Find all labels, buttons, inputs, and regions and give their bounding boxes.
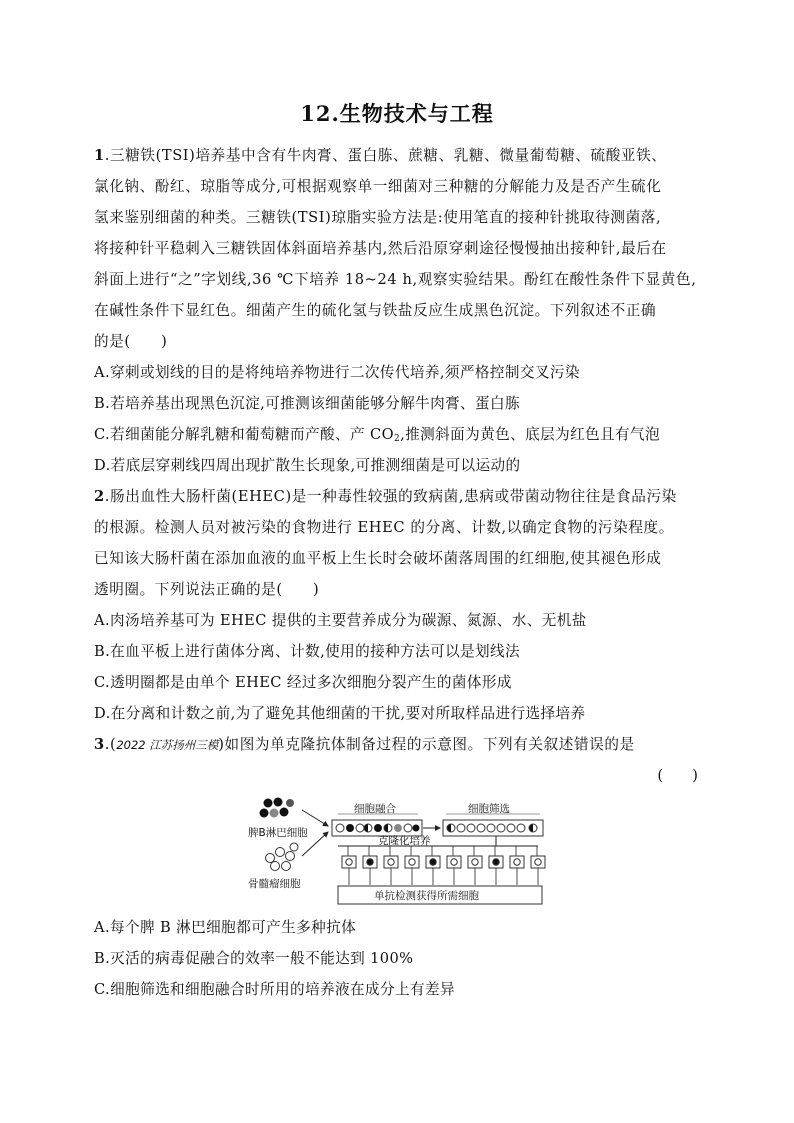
q3-text-1: )如图为单克隆抗体制备过程的示意图。下列有关叙述错误的是 bbox=[218, 736, 635, 753]
q2-option-d: D.在分离和计数之前,为了避免其他细菌的干扰,要对所取样品进行选择培养 bbox=[94, 705, 586, 722]
q1-text-3: 氢来鉴别细菌的种类。三糖铁(TSI)琼脂实验方法是:使用笔直的接种针挑取待测菌落, bbox=[94, 209, 662, 226]
q1-text-7: 的是( ) bbox=[94, 333, 168, 350]
q3-source: 2022 江苏扬州三模 bbox=[116, 738, 219, 752]
clone-cell bbox=[472, 859, 478, 865]
detection-label: 单抗检测获得所需细胞 bbox=[374, 890, 479, 902]
q3-prefix: .( bbox=[104, 736, 117, 753]
clonal-label: 克隆化培养 bbox=[378, 835, 431, 847]
q1-text-1: .三糖铁(TSI)培养基中含有牛肉膏、蛋白胨、蔗糖、乳糖、微量葡萄糖、硫酸亚铁、 bbox=[104, 147, 667, 164]
q1-text-2: 氯化钠、酚红、琼脂等成分,可根据观察单一细菌对三种糖的分解能力及是否产生硫化 bbox=[94, 178, 662, 195]
q1-text-6: 在碱性条件下显红色。细菌产生的硫化氢与铁盐反应生成黑色沉淀。下列叙述不正确 bbox=[94, 302, 657, 319]
q2-text-3: 已知该大肠杆菌在添加血液的血平板上生长时会破坏菌落周围的红细胞,使其褪色形成 bbox=[94, 550, 662, 567]
fusion-label: 细胞融合 bbox=[354, 803, 396, 815]
q2-text-1: .肠出血性大肠杆菌(EHEC)是一种毒性较强的致病菌,患病或带菌动物往往是食品污染 bbox=[104, 488, 677, 505]
q3-option-a: A.每个脾 B 淋巴细胞都可产生多种抗体 bbox=[94, 919, 357, 936]
clone-cell bbox=[535, 859, 541, 865]
screened-cells bbox=[447, 824, 537, 832]
clone-cell bbox=[430, 859, 436, 865]
q3-option-b: B.灭活的病毒促融合的效率一般不能达到 100% bbox=[94, 950, 414, 967]
clone-cell bbox=[367, 859, 373, 865]
q1-option-c-pre: C.若细菌能分解乳糖和葡萄糖而产酸、产 CO bbox=[94, 426, 394, 443]
clone-cell bbox=[451, 859, 457, 865]
q3-option-c: C.细胞筛选和细胞融合时所用的培养液在成分上有差异 bbox=[94, 981, 455, 998]
q1-line bbox=[94, 146, 704, 166]
clone-cell bbox=[493, 859, 499, 865]
b-lymphocyte-cells bbox=[260, 798, 295, 818]
q3-number: 3 bbox=[94, 736, 105, 753]
q2-option-b: B.在血平板上进行菌体分离、计数,使用的接种方法可以是划线法 bbox=[94, 643, 521, 660]
q2-line bbox=[94, 487, 704, 507]
clone-cell bbox=[346, 859, 352, 865]
q2-option-a: A.肉汤培养基可为 EHEC 提供的主要营养成分为碳源、氮源、水、无机盐 bbox=[94, 612, 587, 629]
q1-option-c-post: ,推测斜面为黄色、底层为红色且有气泡 bbox=[400, 426, 661, 443]
q1-option-b: B.若培养基出现黑色沉淀,可推测该细菌能够分解牛肉膏、蛋白胨 bbox=[94, 395, 521, 412]
q1-text-5: 斜面上进行“之”字划线,36 ℃下培养 18~24 h,观察实验结果。酚红在酸性条件下显黄色, bbox=[94, 271, 697, 288]
monoclonal-antibody-diagram bbox=[246, 792, 546, 912]
q3-answer-paren: ( ) bbox=[657, 767, 698, 784]
q1-option-c bbox=[94, 425, 704, 445]
myeloma-cells bbox=[266, 843, 299, 871]
q3-line bbox=[94, 735, 704, 755]
q1-text-4: 将接种针平稳刺入三糖铁固体斜面培养基内,然后沿原穿刺途径慢慢抽出接种针,最后在 bbox=[94, 240, 667, 257]
q2-text-2: 的根源。检测人员对被污染的食物进行 EHEC 的分离、计数,以确定食物的污染程度。 bbox=[94, 519, 674, 536]
q2-text-4: 透明圈。下列说法正确的是( ) bbox=[94, 581, 320, 598]
clone-cell bbox=[388, 859, 394, 865]
page-title: 12.生物技术与工程 bbox=[300, 101, 494, 126]
clone-cell bbox=[514, 859, 520, 865]
b-cell-label: 脾B淋巴细胞 bbox=[248, 827, 308, 839]
fused-cells bbox=[336, 824, 420, 832]
q1-option-a: A.穿刺或划线的目的是将纯培养物进行二次传代培养,须严格控制交叉污染 bbox=[94, 364, 580, 381]
q1-number: 1 bbox=[94, 147, 105, 164]
q2-option-c: C.透明圈都是由单个 EHEC 经过多次细胞分裂产生的菌体形成 bbox=[94, 674, 512, 691]
q1-option-d: D.若底层穿刺线四周出现扩散生长现象,可推测细菌是可以运动的 bbox=[94, 457, 521, 474]
q1-option-c-sub: 2 bbox=[393, 434, 401, 444]
clone-cell bbox=[409, 859, 415, 865]
clone-culture-tubes bbox=[342, 846, 545, 885]
q2-number: 2 bbox=[94, 488, 105, 505]
myeloma-label: 骨髓瘤细胞 bbox=[248, 878, 301, 890]
screening-label: 细胞筛选 bbox=[468, 803, 510, 815]
